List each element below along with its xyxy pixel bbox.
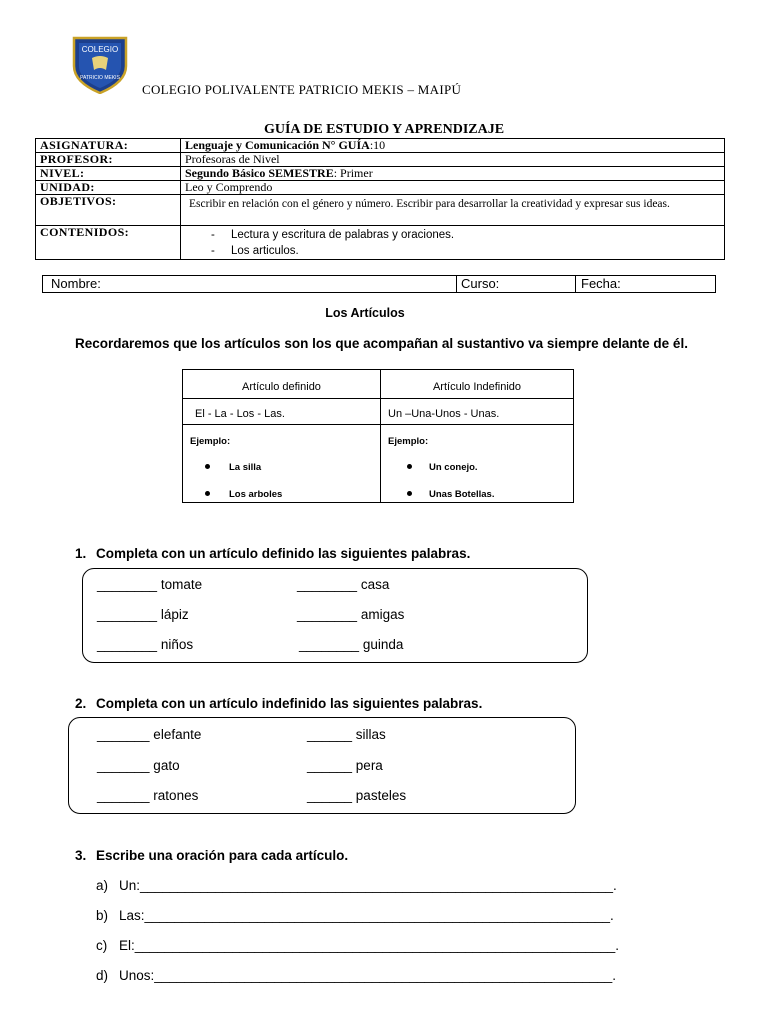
section-title: Los Artículos [325,306,405,320]
info-table [35,138,725,260]
q2-item[interactable]: _______ gato [97,758,180,773]
guide-number: :10 [369,138,386,152]
bullet-icon [205,491,210,496]
q1-number: 1. [75,546,87,561]
def-list: El - La - Los - Las. [195,408,285,420]
q1-answer-box [82,568,588,663]
row-contenidos [36,226,725,260]
contenidos-list [185,227,720,259]
guide-title: GUÍA DE ESTUDIO Y APRENDIZAJE [263,122,505,137]
nombre-label: Nombre: [51,276,101,291]
objetivos-label: OBJETIVOS: [36,195,181,226]
school-crest-logo [72,36,128,94]
unidad-value: Leo y Comprendo [181,181,725,195]
q3-line-un[interactable]: Un:_______________________________________________________________. [119,878,617,893]
q1-item[interactable]: ________ tomate [97,577,203,592]
q2-item[interactable]: ______ pera [307,758,383,773]
q3-letter: b) [96,908,109,923]
unidad-label: UNIDAD: [36,181,181,195]
q2-text: Completa con un artículo indefinido las siguientes palabras. [96,696,483,711]
q3-line-el[interactable]: El:________________________________________________________________. [119,938,619,953]
q3-letter: a) [96,878,109,893]
indef-example-2: Unas Botellas. [429,489,495,500]
q3-text: Escribe una oración para cada artículo. [96,848,349,863]
row-unidad [36,181,725,195]
q2-answer-box [68,717,576,814]
row-nivel [36,167,725,181]
contenidos-item: - Lectura y escritura de palabras y oraciones. [233,227,720,243]
indef-example-1: Un conejo. [429,462,478,473]
nivel-value: Segundo Básico SEMESTRE [185,166,334,180]
q1-item[interactable]: ________ guinda [299,637,404,652]
profesor-label: PROFESOR: [36,153,181,167]
q1-item[interactable]: ________ amigas [297,607,405,622]
q1-text: Completa con un artículo definido las siguientes palabras. [96,546,471,561]
def-example-1: La silla [229,462,262,473]
q3-letter: c) [96,938,108,953]
objetivos-value: Escribir en relación con el género y número. Escribir para desarrollar la creatividad y expresar sus ideas. [181,195,725,226]
row-objetivos [36,195,725,226]
row-asignatura [36,139,725,153]
q1-item[interactable]: ________ lápiz [97,607,189,622]
asignatura-value: Lenguaje y Comunicación N° GUÍA [185,138,370,152]
indef-list: Un –Una-Unos - Unas. [388,408,500,420]
def-example-label: Ejemplo: [190,436,231,447]
bullet-icon [407,491,412,496]
q3-letter: d) [96,968,109,983]
contenidos-item: - Los articulos. [233,243,720,259]
nivel-label: NIVEL: [36,167,181,181]
asignatura-label: ASIGNATURA: [36,139,181,153]
q2-number: 2. [75,696,87,711]
bullet-icon [407,464,412,469]
indef-example-label: Ejemplo: [388,436,429,447]
logo-text-top: COLEGIO [81,45,119,54]
indef-header: Artículo Indefinido [432,381,522,393]
q3-line-unos[interactable]: Unos:_____________________________________________________________. [119,968,617,983]
q2-item[interactable]: _______ elefante [97,727,202,742]
q3-number: 3. [75,848,87,863]
intro-text: Recordaremos que los artículos son los que acompañan al sustantivo va siempre delante de él. [75,336,688,351]
fecha-label: Fecha: [581,276,621,291]
q3-line-las[interactable]: Las:______________________________________________________________. [119,908,614,923]
student-info-row [42,275,716,293]
profesor-value: Profesoras de Nivel [181,153,725,167]
q2-item[interactable]: ______ sillas [307,727,386,742]
def-example-2: Los arboles [229,489,283,500]
logo-text-bottom: PATRICIO MEKIS [80,75,120,81]
bullet-icon [205,464,210,469]
def-header: Artículo definido [242,381,321,393]
q1-item[interactable]: ________ niños [97,637,194,652]
q2-item[interactable]: _______ ratones [97,788,199,803]
row-profesor [36,153,725,167]
q1-item[interactable]: ________ casa [297,577,390,592]
articles-table [182,369,574,503]
school-name: COLEGIO POLIVALENTE PATRICIO MEKIS – MAIPÚ [142,82,462,97]
nivel-extra: : Primer [333,166,373,180]
q2-item[interactable]: ______ pasteles [307,788,407,803]
curso-label: Curso: [461,276,500,291]
contenidos-label: CONTENIDOS: [36,226,181,260]
